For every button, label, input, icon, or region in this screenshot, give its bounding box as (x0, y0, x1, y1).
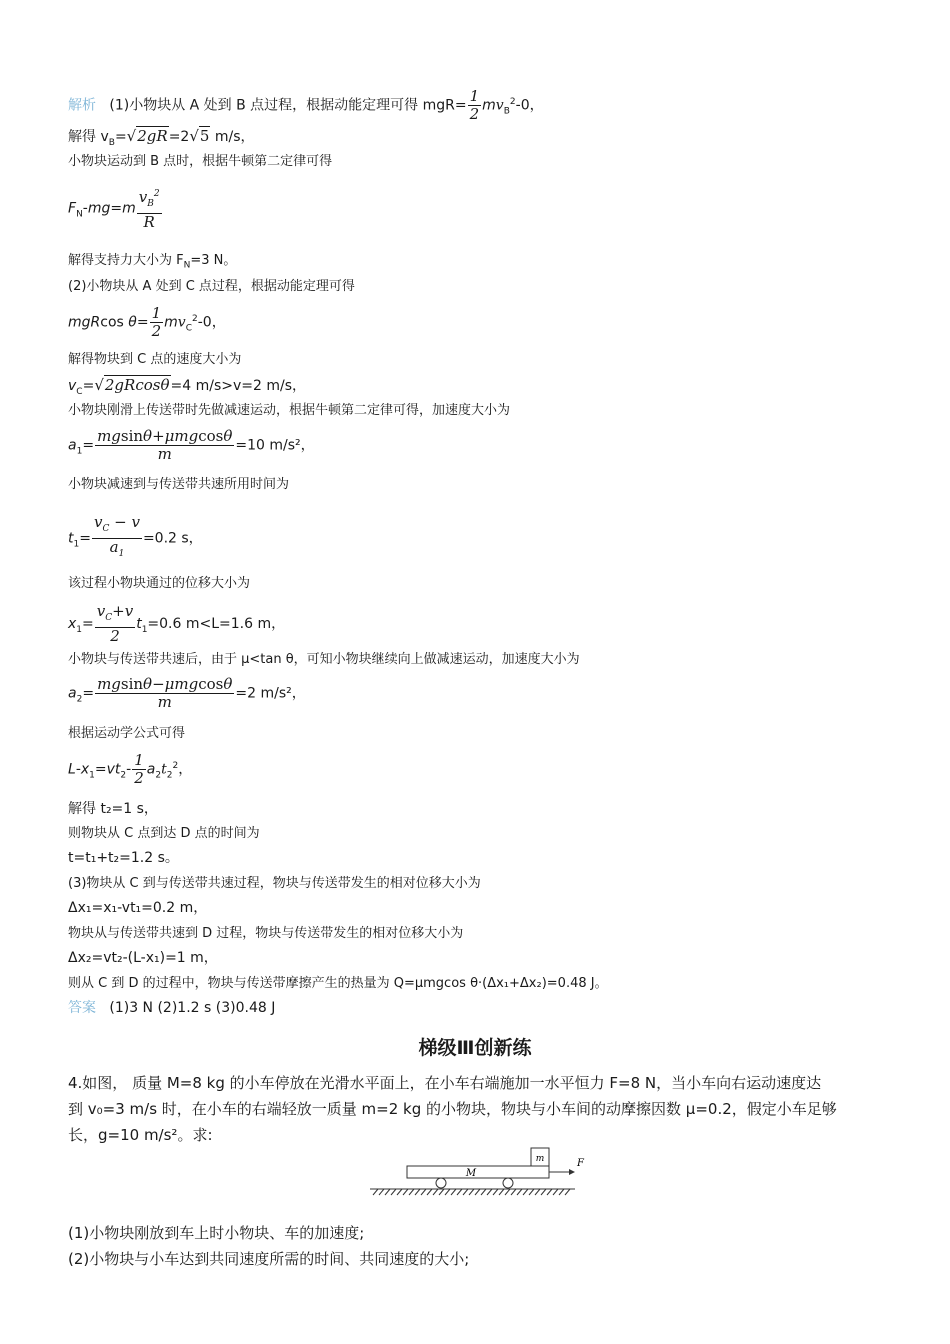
l17-end: =2 m/s²， (235, 685, 306, 702)
question-line-3: 长，g=10 m/s²。求: (68, 1126, 213, 1144)
analysis-line-3: 小物块运动到 B 点时，根据牛顿第二定律可得 (68, 154, 333, 169)
fraction-half: $\frac{1}{2}$ (469, 87, 480, 123)
analysis-line-19: $L-x_1=vt_2-$ $\frac{1}{2}$ $a_2t_2^2$， (68, 751, 193, 787)
cart-wheel-right (503, 1178, 513, 1188)
question-line-1: 4.如图， 质量 M=8 kg 的小车停放在光滑水平面上，在小车右端施加一水平恒力 F=8 N，当小车向右运动速度达 (68, 1074, 822, 1092)
l2-b: =2 (168, 129, 190, 145)
analysis-label: 解析 (68, 97, 96, 114)
fraction-x1: $\frac{v_C+v}{2}$ (96, 602, 134, 645)
force-label: F (577, 1158, 584, 1169)
analysis-line-27: 则从 C 到 D 的过程中，物块与传送带摩擦产生的热量为 Q=μmgcos θ·(Δx₁+Δx₂)=0.48 J。 (68, 976, 608, 991)
fraction-half-2: $\frac{1}{2}$ (151, 304, 162, 340)
question-4 (68, 1070, 888, 1148)
analysis-line-24: Δx₁=x₁-vt₁=0.2 m， (68, 900, 208, 916)
section-title: 梯级Ⅲ创新练 (418, 1037, 532, 1059)
cart-figure (365, 1147, 585, 1197)
analysis-line-26: Δx₂=vt₂-(L-x₁)=1 m， (68, 950, 218, 966)
analysis-line-17: $a_2=$ $\frac{\text{mgsinθ−μmgcosθ}}{m}$ =2 m/s²， (68, 675, 306, 711)
analysis-line-25: 物块从与传送带共速到 D 过程，物块与传送带发生的相对位移大小为 (68, 926, 464, 941)
analysis-line-8: 解得物块到 C 点的速度大小为 (68, 352, 242, 367)
cart-label: M (465, 1168, 477, 1179)
l13-end: =0.2 s， (142, 530, 203, 547)
analysis-line-14: 该过程小物块通过的位移大小为 (68, 576, 251, 591)
p1-end: -0， (515, 97, 544, 114)
block-label: m (535, 1154, 545, 1164)
analysis-line-5: 解得支持力大小为 $F_N=3$ N。 (68, 253, 237, 271)
analysis-line-9: $v_C=√2gRcos\theta=4$ m/s>v=2 m/s， (68, 376, 306, 397)
analysis-line-23: (3)物块从 C 到与传送带共速过程，物块与传送带发生的相对位移大小为 (68, 876, 481, 891)
analysis-line-1: 解析 (1)小物块从 A 处到 B 点过程，根据动能定理可得 mgR= $\frac{1}{2}$ $mv_B^2-0$， (68, 87, 544, 123)
question-subparts (68, 1220, 888, 1272)
analysis-line-2: 解得 $v_B=√2gR=2√5$ m/s， (68, 127, 255, 148)
p1-intro: (1)小物块从 A 处到 B 点过程，根据动能定理可得 mgR= (109, 97, 467, 114)
analysis-line-11: $a_1=$ $\frac{\text{mgsinθ+μmgcosθ}}{m}$ =10 m/s²， (68, 427, 315, 463)
analysis-line-20: 解得 t₂=1 s， (68, 801, 158, 817)
analysis-line-4: $F_N-mg=m$ $\frac{v_B^2}{R}$ (68, 188, 160, 231)
l5: 解得支持力大小为 F (68, 253, 184, 268)
fraction-a1: $\frac{\text{mgsinθ+μmgcosθ}}{m}$ (97, 427, 233, 463)
fraction-half-3: $\frac{1}{2}$ (134, 751, 144, 787)
fraction-a2: $\frac{\text{mgsinθ−μmgcosθ}}{m}$ (97, 675, 233, 711)
analysis-line-15: $x_1=$ $\frac{v_C+v}{2}$ $t_1=0.6$ m<L=1.6 m， (68, 602, 286, 645)
cart-wheel-left (436, 1178, 446, 1188)
fraction-t1: $\frac{v_C - v}{a_1}$ (92, 514, 142, 563)
analysis-line-21: 则物块从 C 点到达 D 点的时间为 (68, 826, 260, 841)
subquestion-1: (1)小物块刚放到车上时小物块、车的加速度; (68, 1224, 365, 1242)
analysis-line-16: 小物块与传送带共速后，由于 μ<tan θ，可知小物块继续向上做减速运动，加速度大小为 (68, 652, 580, 667)
l2-a: 解得 v (68, 129, 109, 145)
analysis-line-12: 小物块减速到与传送带共速所用时间为 (68, 477, 290, 492)
analysis-line-18: 根据运动学公式可得 (68, 726, 186, 741)
analysis-line-6: (2)小物块从 A 处到 C 点过程，根据动能定理可得 (68, 279, 355, 294)
l2-c: m/s， (210, 129, 255, 145)
ground-hatching (370, 1189, 575, 1195)
analysis-line-22: t=t₁+t₂=1.2 s。 (68, 850, 179, 866)
question-line-2: 到 v₀=3 m/s 时，在小车的右端轻放一质量 m=2 kg 的小物块，物块与小车间的动摩擦因数 μ=0.2，假定小车足够 (68, 1100, 837, 1118)
subquestion-2: (2)小物块与小车达到共同速度所需的时间、共同速度的大小; (68, 1250, 470, 1268)
cart-body (407, 1166, 549, 1178)
force-arrowhead (569, 1169, 575, 1175)
l5-end: =3 N。 (190, 253, 237, 268)
l15-end: =0.6 m<L=1.6 m， (147, 616, 286, 632)
answer-text: (1)3 N (2)1.2 s (3)0.48 J (109, 1000, 276, 1016)
analysis-line-13: $t_1=$ $\frac{v_C - v}{a_1}$ =0.2 s， (68, 514, 203, 563)
answer-label: 答案 (68, 1000, 96, 1016)
fraction-vb2-R: $\frac{v_B^2}{R}$ (138, 188, 160, 231)
l9-end: =4 m/s>v=2 m/s， (170, 378, 306, 394)
analysis-line-10: 小物块刚滑上传送带时先做减速运动，根据牛顿第二定律可得，加速度大小为 (68, 403, 511, 418)
answer-line (68, 998, 275, 1018)
l11-end: =10 m/s²， (235, 437, 315, 454)
analysis-line-7: mgRcos θ= $\frac{1}{2}$ $mv_C^2-0$， (68, 304, 226, 340)
